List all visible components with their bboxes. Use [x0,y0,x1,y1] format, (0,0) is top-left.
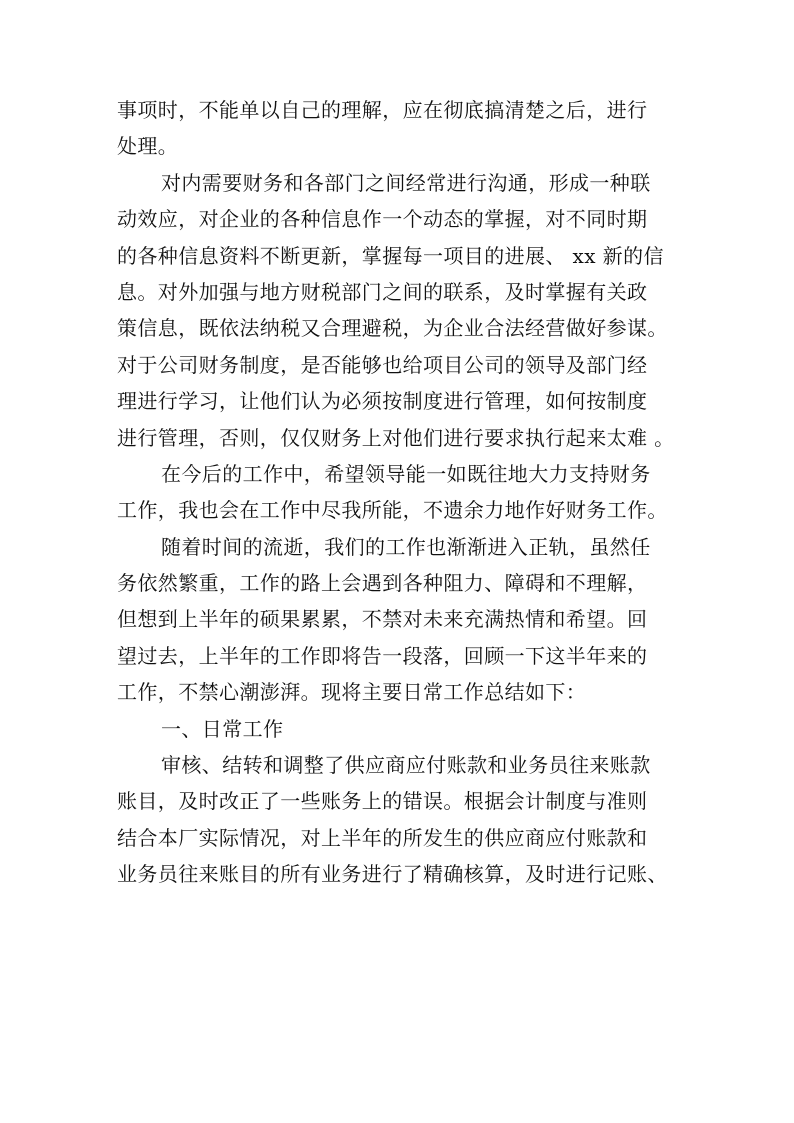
paragraph-start-line: 审核、结转和调整了供应商应付账款和业务员往来账款 [161,753,651,778]
paragraph-start-line: 在今后的工作中，希望领导能一如既往地大力支持财务 [161,461,651,486]
paragraph-start-line: 随着时间的流逝，我们的工作也渐渐进入正轨，虽然任 [161,534,651,559]
text-line: 但想到上半年的硕果累累，不禁对未来充满热情和希望。回 [117,607,648,632]
paragraph-start-line: 对内需要财务和各部门之间经常进行沟通，形成一种联 [161,170,651,195]
text-line: 望过去，上半年的工作即将告一段落，回顾一下这半年来的 [117,643,648,668]
text-line: 工作，不禁心潮澎湃。现将主要日常工作总结如下： [117,680,587,705]
text-line: 务依然繁重，工作的路上会遇到各种阻力、障碍和不理解， [117,571,648,596]
text-line: 处理。 [117,134,179,159]
text-line: 账目，及时改正了一些账务上的错误。根据会计制度与准则 [117,789,648,814]
document-body [117,92,683,893]
text-line: 结合本厂实际情况，对上半年的所发生的供应商应付账款和 [117,825,648,850]
text-line: 策信息，既依法纳税又合理避税，为企业合法经营做好参谋。 [117,316,668,341]
text-line: 动效应，对企业的各种信息作一个动态的掌握，对不同时期 [117,207,648,232]
text-line: 理进行学习，让他们认为必须按制度进行管理，如何按制度 [117,389,648,414]
text-line: 事项时，不能单以自己的理解，应在彻底搞清楚之后，进行 [117,98,648,122]
text-line: 的各种信息资料不断更新，掌握每一项目的进展、 xx 新的信 [117,243,664,268]
text-line: 业务员往来账目的所有业务进行了精确核算，及时进行记账、 [117,862,668,887]
text-line: 息。对外加强与地方财税部门之间的联系，及时掌握有关政 [117,279,648,304]
section-heading: 一、日常工作 [161,716,284,741]
text-line: 进行管理，否则，仅仅财务上对他们进行要求执行起来太难 。 [117,425,675,450]
text-line: 工作，我也会在工作中尽我所能，不遗余力地作好财务工作。 [117,498,668,523]
text-line: 对于公司财务制度，是否能够也给项目公司的领导及部门经 [117,352,648,377]
